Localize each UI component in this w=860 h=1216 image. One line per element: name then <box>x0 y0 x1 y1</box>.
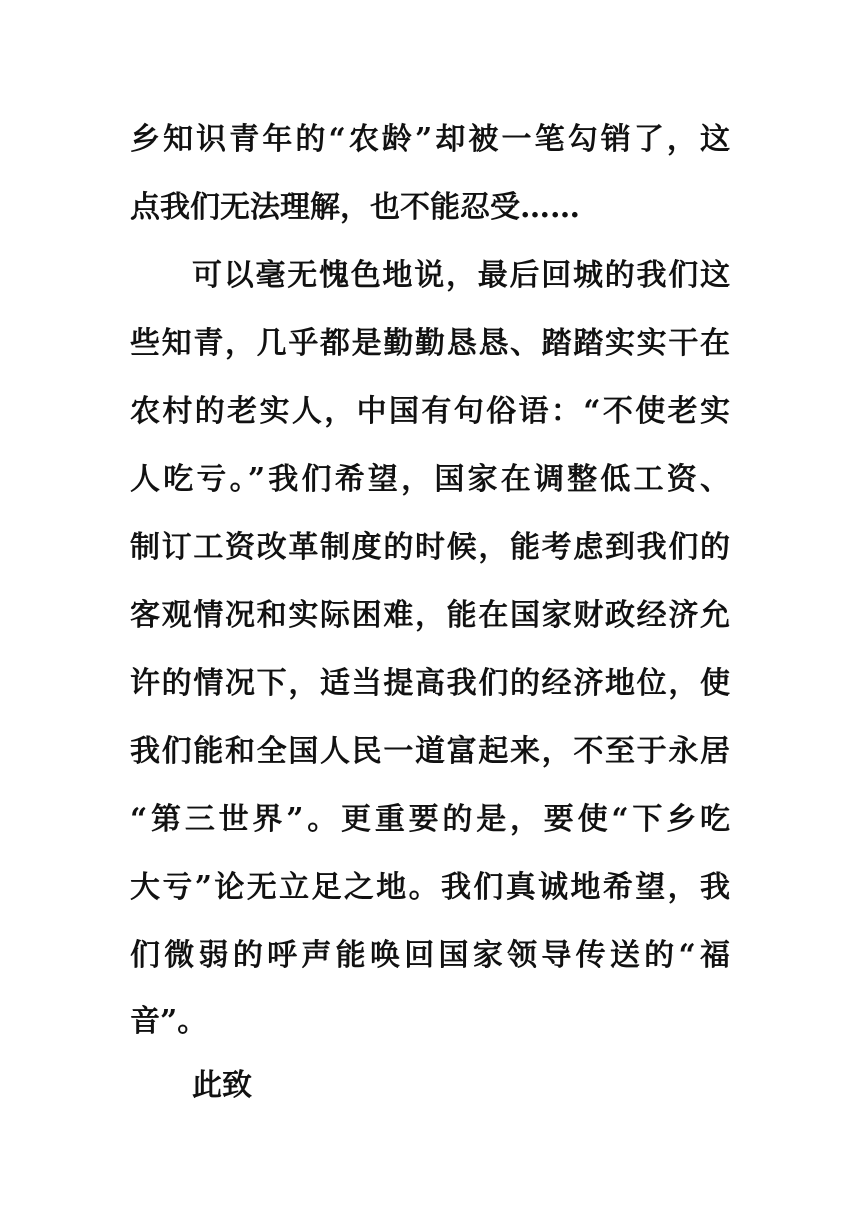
text-line: 点我们无法理解，也不能忍受…… <box>130 190 580 225</box>
text-line: 可以毫无愧色地说，最后回城的我们这 <box>192 258 730 293</box>
text-line: 些知青，几乎都是勤勤恳恳、踏踏实实干在 <box>130 326 730 361</box>
text-line: 们微弱的呼声能唤回国家领导传送的“福 <box>130 938 730 973</box>
text-line: “第三世界”。更重要的是，要使“下乡吃 <box>130 802 730 837</box>
text-line: 农村的老实人，中国有句俗语：“不使老实 <box>130 394 730 429</box>
text-line: 制订工资改革制度的时候，能考虑到我们的 <box>130 530 730 565</box>
text-line: 音”。 <box>130 1004 208 1039</box>
text-line: 人吃亏。”我们希望，国家在调整低工资、 <box>130 462 730 497</box>
text-line: 许的情况下，适当提高我们的经济地位，使 <box>130 666 730 701</box>
text-line: 大亏”论无立足之地。我们真诚地希望，我 <box>130 870 730 905</box>
closing-salutation: 此致 <box>192 1068 252 1103</box>
text-line: 客观情况和实际困难，能在国家财政经济允 <box>130 598 730 633</box>
text-line: 我们能和全国人民一道富起来，不至于永居 <box>130 734 730 769</box>
text-line: 乡知识青年的“农龄”却被一笔勾销了，这 <box>130 122 730 157</box>
